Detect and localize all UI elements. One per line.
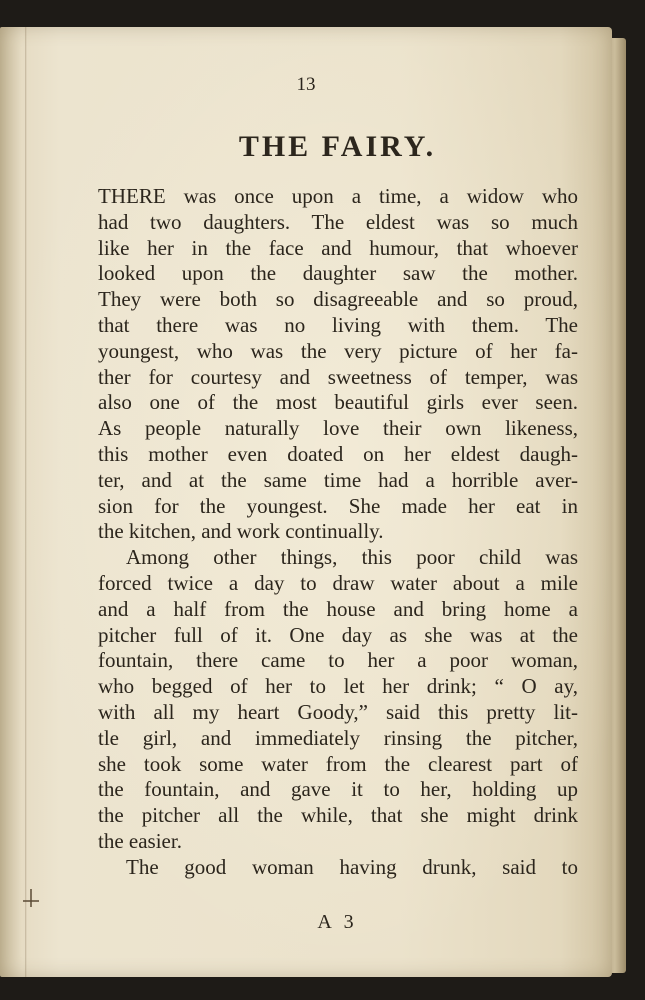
text-line: the pitcher all the while, that she might drink [98, 803, 578, 828]
text-line: sion for the youngest. She made her eat in [98, 493, 578, 518]
text-line: fountain, there came to her a poor woman, [98, 648, 578, 673]
text-line: the easier. [98, 828, 182, 853]
text-line: As people naturally love their own likeness, [98, 416, 578, 441]
gutter-shadow [25, 27, 27, 977]
text-line: THERE was once upon a time, a widow who [98, 184, 578, 208]
text-line: also one of the most beautiful girls ever seen. [98, 390, 578, 415]
text-line: like her in the face and humour, that whoever [98, 235, 578, 260]
text-line: and a half from the house and bring home a [98, 596, 578, 621]
signature-mark: A 3 [317, 911, 358, 933]
text-line: tle girl, and immediately rinsing the pitcher, [98, 725, 578, 750]
text-line: Among other things, this poor child was [126, 545, 578, 570]
binding-stitch-mark [20, 887, 42, 909]
text-line: They were both so disagreeable and so proud, [98, 287, 578, 312]
body-text [98, 184, 578, 881]
text-line: that there was no living with them. The [98, 312, 578, 337]
text-line: had two daughters. The eldest was so much [98, 209, 578, 234]
text-line: youngest, who was the very picture of her fa- [98, 338, 578, 363]
text-line: who begged of her to let her drink; “ O ay, [98, 674, 578, 699]
text-line: forced twice a day to draw water about a mile [98, 570, 578, 595]
text-line: the fountain, and gave it to her, holding up [98, 777, 578, 802]
text-line: looked upon the daughter saw the mother. [98, 261, 578, 286]
page-number: 13 [296, 74, 316, 95]
text-line: The good woman having drunk, said to [126, 854, 578, 879]
text-line: this mother even doated on her eldest daugh- [98, 441, 578, 466]
text-line: ther for courtesy and sweetness of temper, was [98, 364, 578, 389]
text-line: she took some water from the clearest part of [98, 751, 578, 776]
book-page [0, 27, 612, 977]
text-line: the kitchen, and work continually. [98, 519, 384, 544]
text-line: ter, and at the same time had a horrible aver- [98, 467, 578, 492]
text-line: pitcher full of it. One day as she was at the [98, 622, 578, 647]
chapter-title: THE FAIRY. [238, 130, 437, 163]
text-line: with all my heart Goody,” said this pretty lit- [98, 699, 578, 724]
